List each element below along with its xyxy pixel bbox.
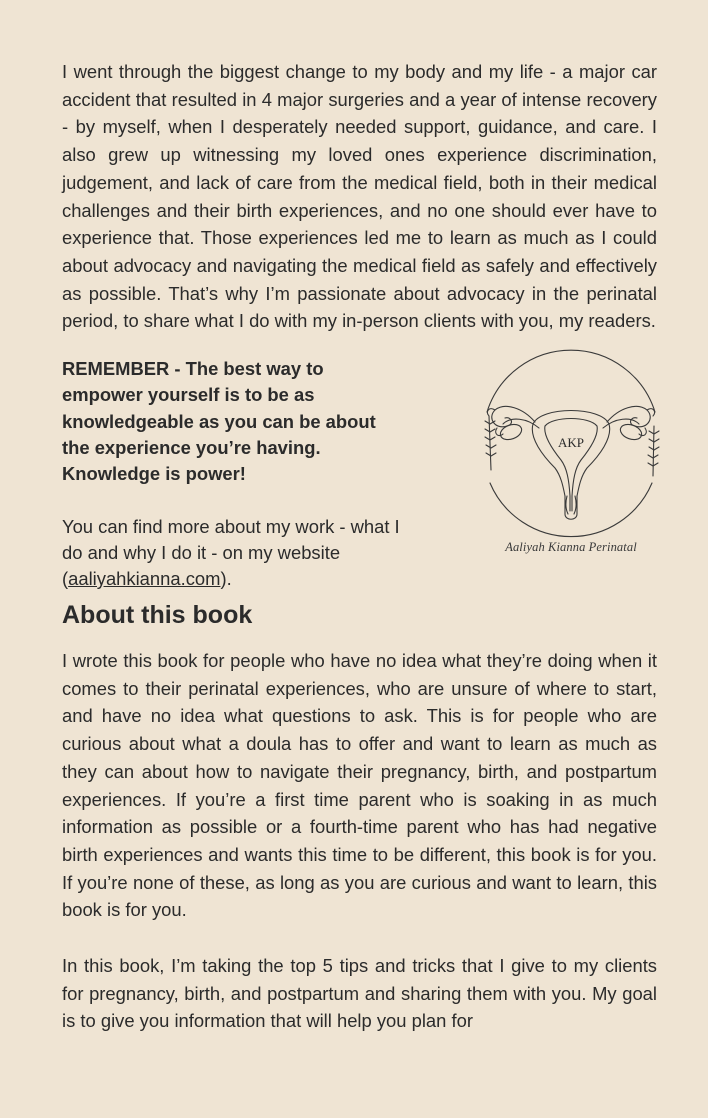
- about-paragraph-2: In this book, I’m taking the top 5 tips and tricks that I give to my clients for pregnancy, birth, and postpartum and sharing them with you. My goal is to give you information that will help you plan for: [62, 955, 657, 1032]
- about-paragraph-1: I wrote this book for people who have no idea what they’re doing when it comes to their perinatal experiences, who are unsure of where to start, and have no idea what questions to ask. This is for people who are curious about what a doula has to offer and want to learn as much as they can about how to navigate their pregnancy, birth, and postpartum experiences. If you’re a first time parent who is soaking in as much information as possible or a fourth-time parent who has had negative birth experiences and wants this time to be different, this book is for you. If you’re none of these, as long as you are curious and want to learn, this book is for you.: [62, 650, 657, 921]
- logo-circle-top: [487, 350, 655, 412]
- page-content: [62, 58, 657, 1035]
- find-more-before: You can find more about my work - what I do and why I do it - on my website (: [62, 515, 400, 590]
- logo-circle-bottom: [490, 483, 652, 537]
- intro-paragraph: I went through the biggest change to my body and my life - a major car accident that resulted in 4 major surgeries and a year of intense recovery - by myself, when I desperately needed support, guidance, and care. I also grew up witnessing my loved ones experience discrimination, judgement, and lack of care from the medical field, both in their medical challenges and their birth experiences, and no one should ever have to experience that. Those experiences led me to learn as much as I could about advocacy and navigating the medical field as safely and effectively as possible. That’s why I’m passionate about advocacy in the perinatal period, to share what I do with my in-person clients with you, my readers.: [62, 61, 657, 332]
- find-more-after: ).: [220, 568, 232, 590]
- website-link[interactable]: aaliyahkianna.com: [68, 568, 221, 590]
- logo-caption: Aaliyah Kianna Perinatal: [505, 540, 637, 555]
- section-heading: About this book: [62, 601, 253, 630]
- logo-monogram: AKP: [557, 435, 585, 451]
- remember-callout: REMEMBER - The best way to empower yourself is to be as knowledgeable as you can be about the experience you’re having. Knowledge is power!: [62, 358, 376, 485]
- callout-text-column: [62, 356, 402, 592]
- callout-section: [62, 356, 657, 592]
- akp-logo: [471, 346, 671, 555]
- uterus-logo-icon: [471, 346, 671, 542]
- find-more-text: [62, 514, 402, 593]
